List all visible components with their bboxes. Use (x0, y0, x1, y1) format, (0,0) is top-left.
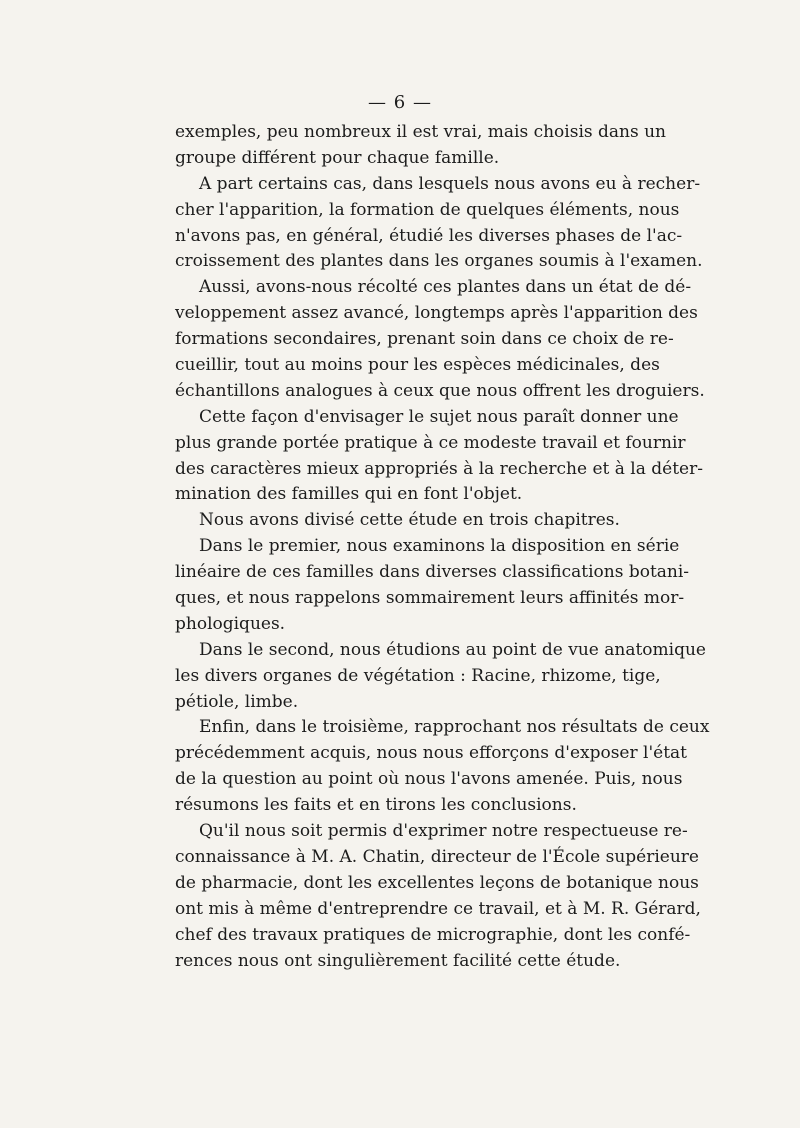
text-line: ques, et nous rappelons sommairement leurs affinités mor- (175, 588, 685, 609)
text-line: Nous avons divisé cette étude en trois chapitres. (199, 510, 620, 531)
text-line: Dans le premier, nous examinons la disposition en série (199, 536, 680, 557)
text-line: Dans le second, nous étudions au point de vue anatomique (199, 639, 706, 660)
text-line: linéaire de ces familles dans diverses classifications botani- (175, 562, 690, 583)
text-line: croissement des plantes dans les organes soumis à l'examen. (175, 251, 703, 272)
text-line: chef des travaux pratiques de micrographie, dont les confé- (175, 924, 691, 945)
text-line: pétiole, limbe. (175, 691, 299, 712)
text-line: plus grande portée pratique à ce modeste travail et fournir (175, 432, 686, 453)
text-line: précédemment acquis, nous nous efforçons d'exposer l'état (175, 743, 687, 764)
text-line: ont mis à même d'entreprendre ce travail, et à M. R. Gérard, (175, 898, 701, 919)
text-line: cher l'apparition, la formation de quelques éléments, nous (175, 199, 680, 220)
text-line: exemples, peu nombreux il est vrai, mais choisis dans un (175, 122, 666, 142)
text-line: Aussi, avons-nous récolté ces plantes dans un état de dé- (199, 277, 692, 298)
text-line: mination des familles qui en font l'objet. (175, 484, 523, 505)
text-line: Enfin, dans le troisième, rapprochant nos résultats de ceux (199, 717, 710, 738)
text-line: des caractères mieux appropriés à la recherche et à la déter- (175, 458, 703, 479)
body-text (175, 120, 710, 974)
text-line: groupe différent pour chaque famille. (175, 147, 500, 168)
text-line: formations secondaires, prenant soin dans ce choix de re- (175, 329, 674, 350)
text-line: phologiques. (175, 613, 286, 634)
text-line: échantillons analogues à ceux que nous offrent les droguiers. (175, 380, 705, 401)
page-number: — 6 — (368, 92, 432, 113)
text-line: cueillir, tout au moins pour les espèces médicinales, des (175, 355, 660, 376)
text-line: n'avons pas, en général, étudié les diverses phases de l'ac- (175, 225, 683, 246)
text-line: résumons les faits et en tirons les conclusions. (175, 795, 577, 816)
text-line: de pharmacie, dont les excellentes leçons de botanique nous (175, 872, 699, 893)
text-line: les divers organes de végétation : Racine, rhizome, tige, (175, 665, 661, 686)
text-line: connaissance à M. A. Chatin, directeur de l'École supérieure (175, 846, 699, 867)
text-line: de la question au point où nous l'avons amenée. Puis, nous (175, 769, 683, 790)
text-line: A part certains cas, dans lesquels nous avons eu à recher- (199, 173, 701, 194)
text-line: Cette façon d'envisager le sujet nous paraît donner une (199, 406, 679, 427)
text-line: Qu'il nous soit permis d'exprimer notre respectueuse re- (199, 821, 688, 842)
text-line: veloppement assez avancé, longtemps après l'apparition des (175, 303, 698, 324)
text-line: rences nous ont singulièrement facilité cette étude. (175, 950, 621, 971)
